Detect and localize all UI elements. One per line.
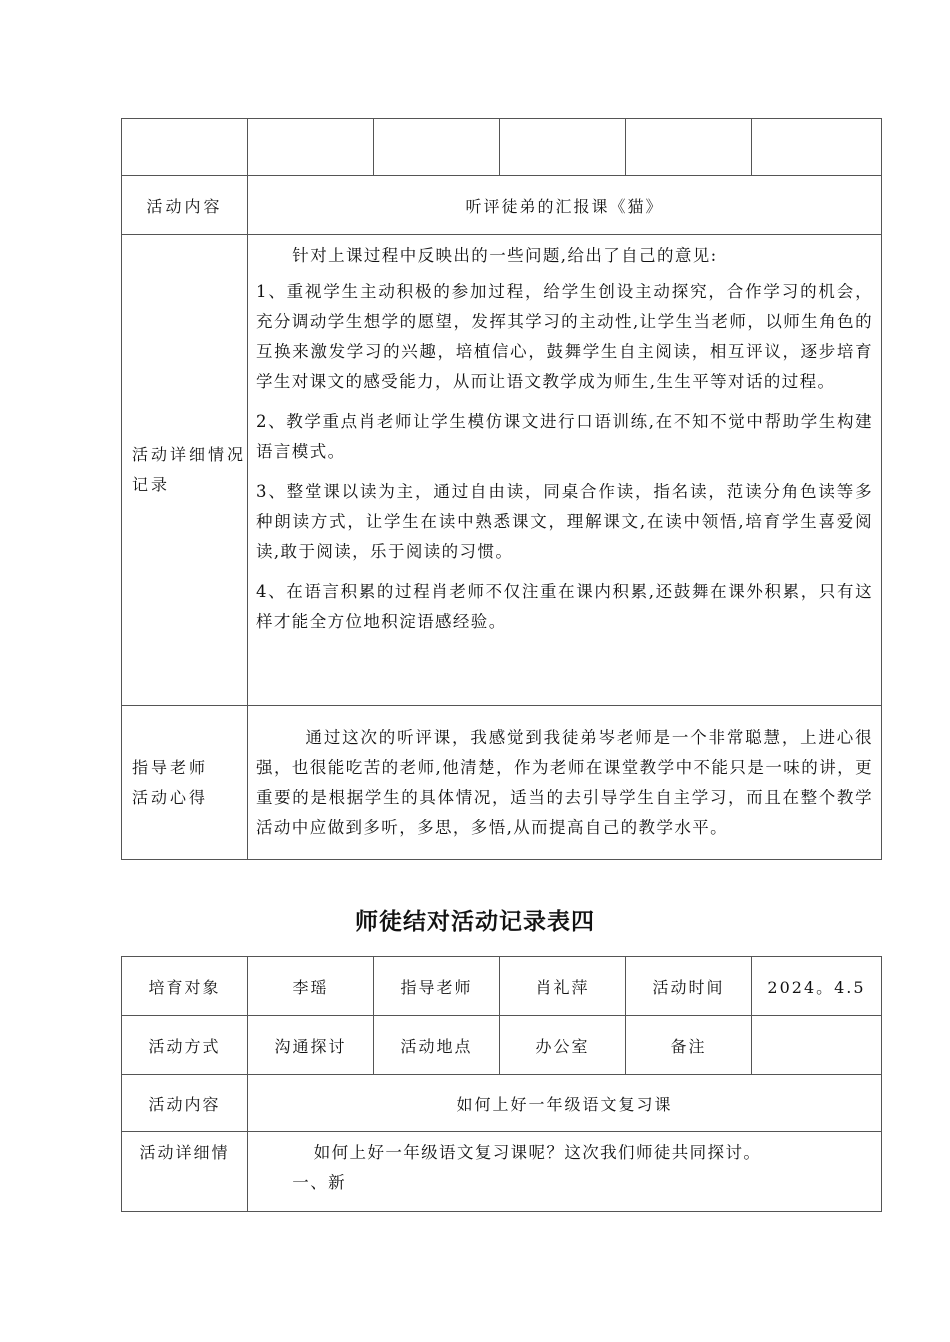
mode-label: 活动方式 (122, 1016, 248, 1075)
mentor-reflection-label (122, 706, 248, 860)
empty-cell (122, 119, 248, 176)
table-row (122, 1075, 882, 1132)
table-row (122, 235, 882, 706)
empty-cell (500, 119, 626, 176)
time-label: 活动时间 (626, 957, 752, 1016)
detail-point: 3、整堂课以读为主，通过自由读，同桌合作读，指名读，范读分角色读等多种朗读方式，让学生在读中熟悉课文，理解课文,在读中领悟,培育学生喜爱阅读,敢于阅读，乐于阅读的习惯。 (256, 482, 873, 561)
form-title: 师徒结对活动记录表四 (355, 909, 595, 935)
table-row (122, 957, 882, 1016)
content-label: 活动内容 (122, 1075, 248, 1132)
detail-line: 如何上好一年级语文复习课呢？这次我们师徒共同探讨。 (313, 1143, 762, 1162)
mentor-label-line: 指导老师 (132, 757, 209, 777)
detail-record (248, 1132, 882, 1212)
place-label: 活动地点 (374, 1016, 500, 1075)
detail-line: 一、新 (292, 1173, 346, 1192)
mentor-label: 指导老师 (374, 957, 500, 1016)
detail-label: 活动详细情况记录 (122, 235, 248, 706)
content-value: 听评徒弟的汇报课《猫》 (248, 176, 882, 235)
empty-cell (248, 119, 374, 176)
detail-label: 活动详细情 (122, 1132, 248, 1212)
table-row (122, 119, 882, 176)
activity-record-table-4 (121, 956, 882, 1212)
detail-point: 2、教学重点肖老师让学生模仿课文进行口语训练,在不知不觉中帮助学生构建语言模式。 (256, 412, 873, 461)
detail-intro: 针对上课过程中反映出的一些问题,给出了自己的意见: (292, 246, 718, 265)
table-row (122, 706, 882, 860)
mode-value: 沟通探讨 (248, 1016, 374, 1075)
table-row (122, 1016, 882, 1075)
empty-cell (374, 119, 500, 176)
trainee-label: 培育对象 (122, 957, 248, 1016)
place-value: 办公室 (500, 1016, 626, 1075)
time-value: 2024。4.5 (752, 957, 882, 1016)
remark-value (752, 1016, 882, 1075)
mentor-label-line: 活动心得 (132, 787, 209, 807)
content-value: 如何上好一年级语文复习课 (248, 1075, 882, 1132)
table-row (122, 176, 882, 235)
detail-point: 4、在语言积累的过程肖老师不仅注重在课内积累,还鼓舞在课外积累，只有这样才能全方位地积淀语感经验。 (256, 582, 873, 631)
activity-record-table-3 (121, 118, 882, 860)
remark-label: 备注 (626, 1016, 752, 1075)
content-label: 活动内容 (122, 176, 248, 235)
detail-record (248, 235, 882, 706)
empty-cell (626, 119, 752, 176)
table-row (122, 1132, 882, 1212)
detail-point: 1、重视学生主动积极的参加过程，给学生创设主动探究，合作学习的机会，充分调动学生想学的愿望，发挥其学习的主动性,让学生当老师，以师生角色的互换来激发学习的兴趣，培植信心，鼓舞学生自主阅读，相互评议，逐步培育学生对课文的感受能力，从而让语文教学成为师生,生生平等对话的过程。 (256, 282, 873, 391)
mentor-reflection-text: 通过这次的听评课，我感觉到我徒弟岑老师是一个非常聪慧，上进心很强，也很能吃苦的老师,他清楚，作为老师在课堂教学中不能只是一味的讲，更重要的是根据学生的具体情况，适当的去引导学生自主学习，而且在整个教学活动中应做到多听，多思，多悟,从而提高自己的教学水平。 (248, 706, 882, 860)
empty-cell (752, 119, 882, 176)
trainee-value: 李瑶 (248, 957, 374, 1016)
mentor-value: 肖礼萍 (500, 957, 626, 1016)
